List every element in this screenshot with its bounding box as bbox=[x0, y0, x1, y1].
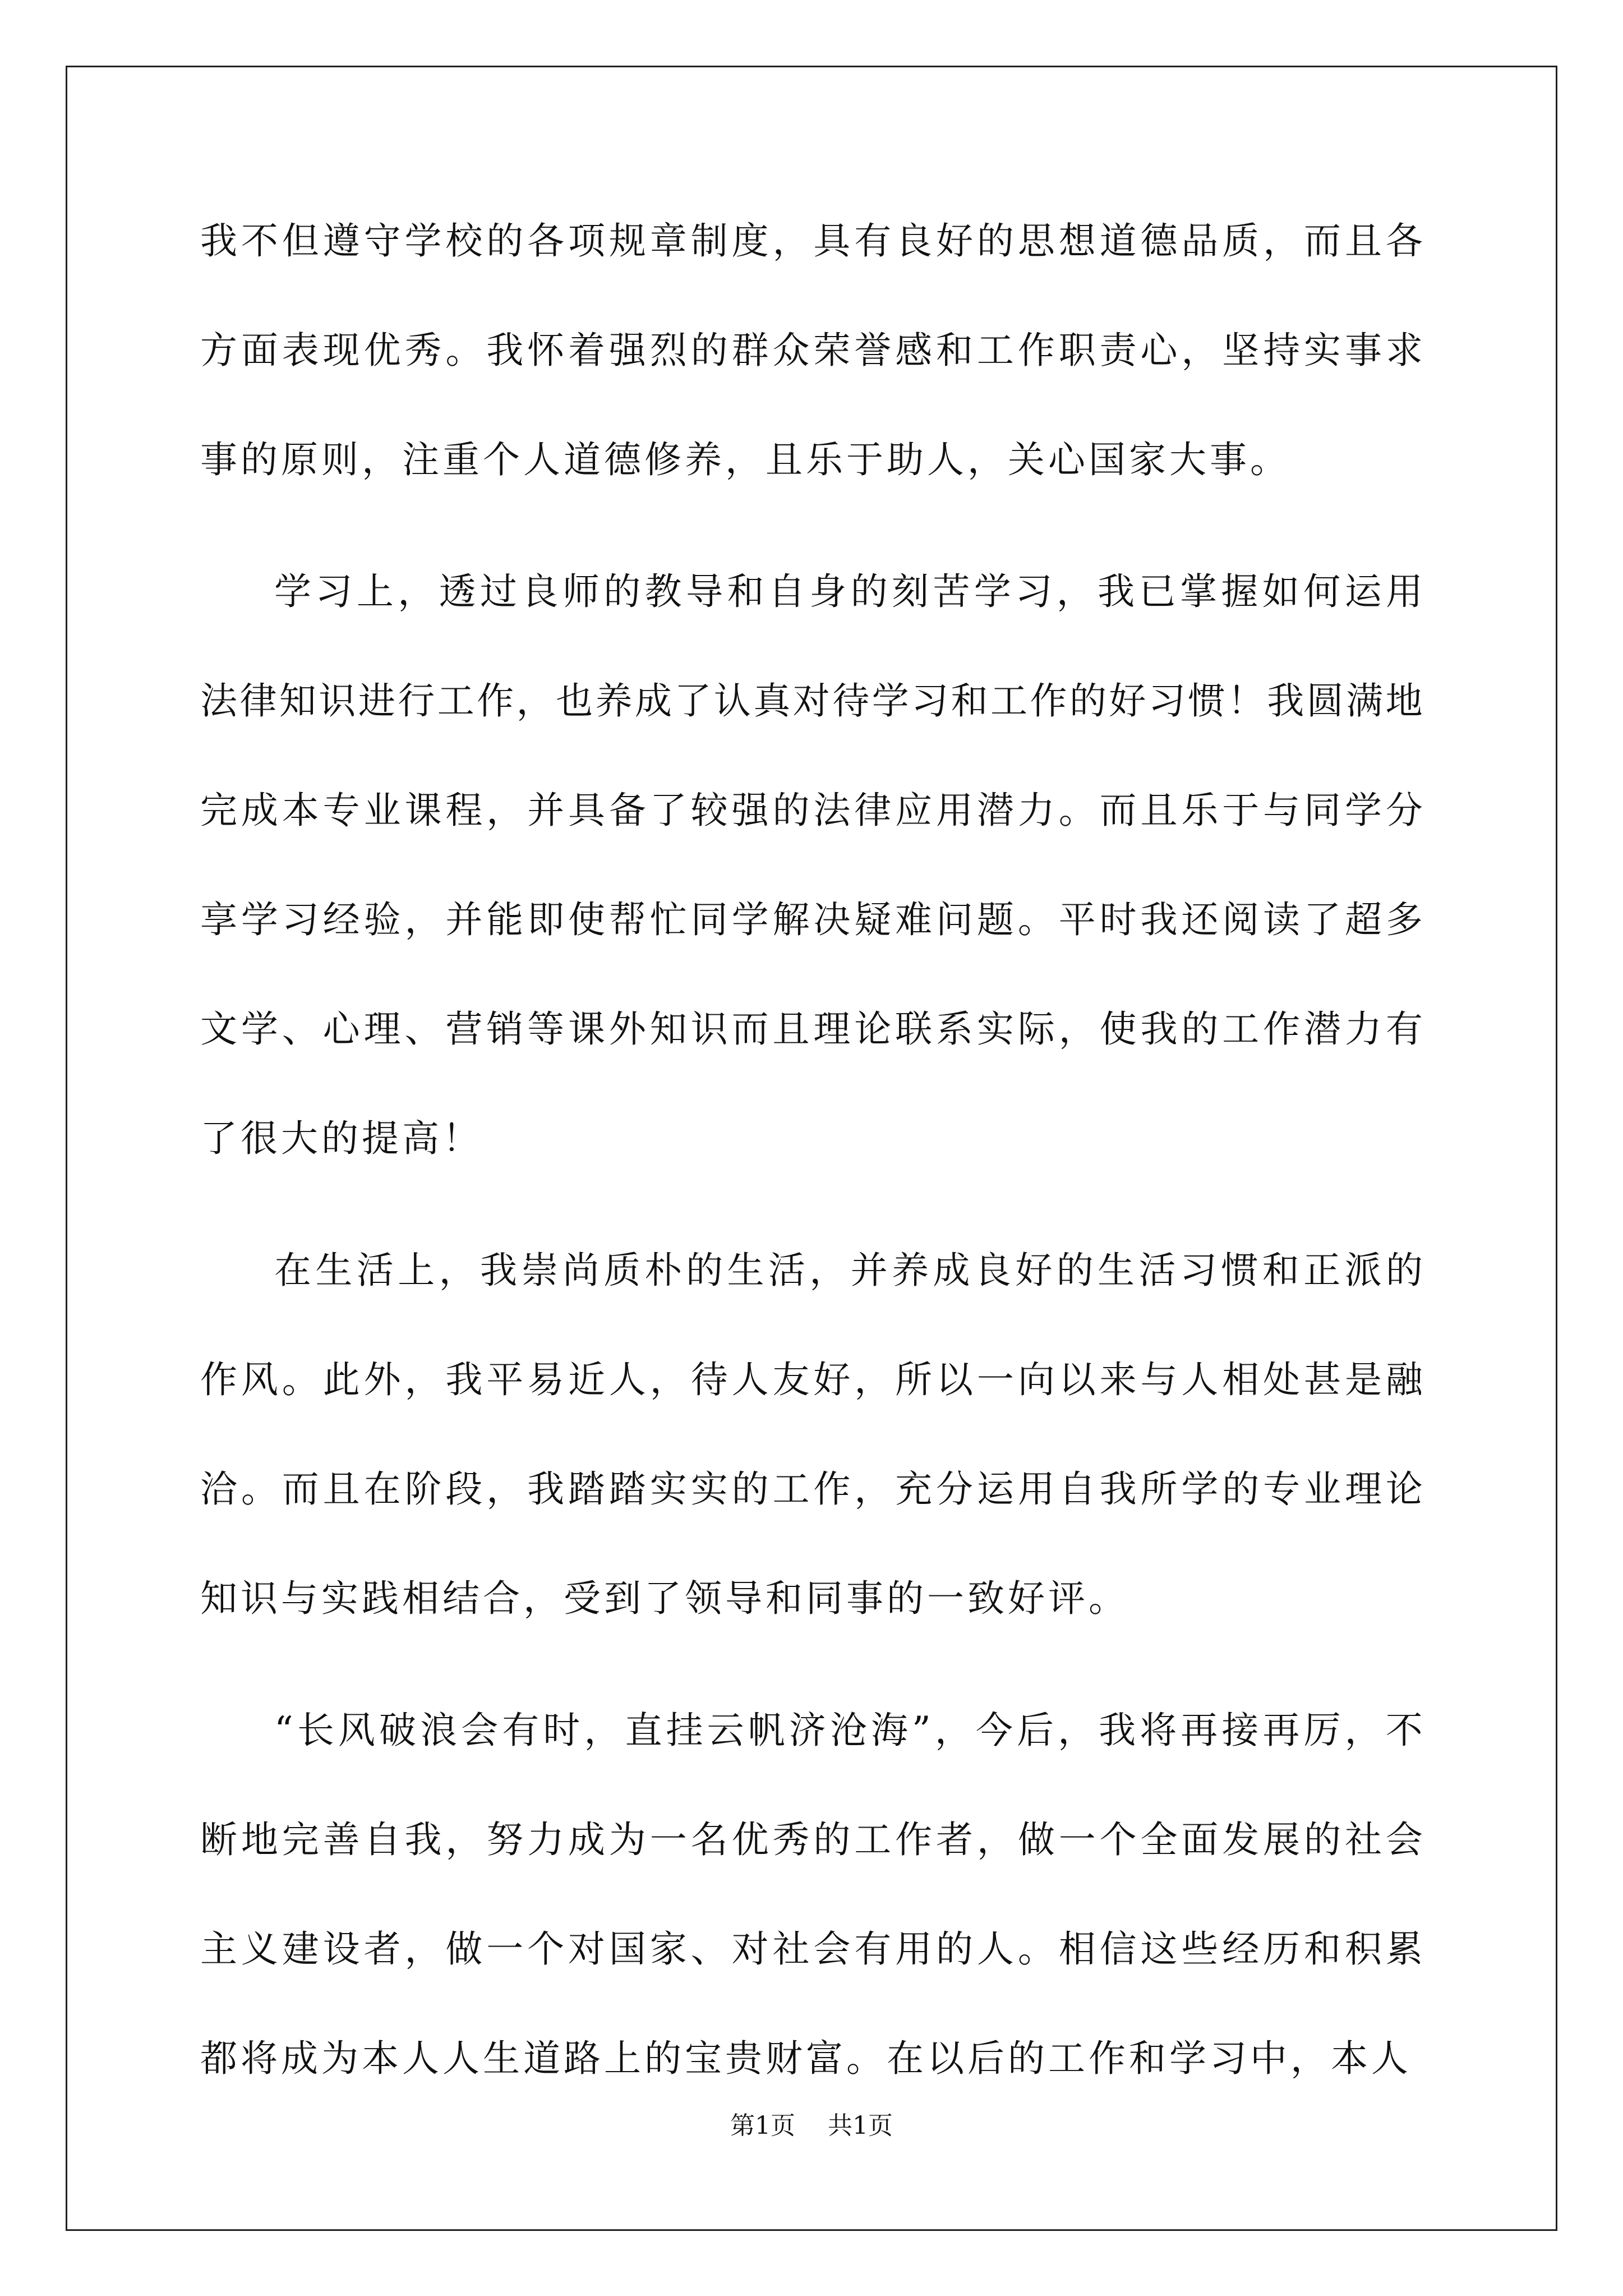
page-number-total: 共1页 bbox=[828, 2111, 893, 2140]
text-line: 法 律 知 识 进 行 工 作 ， 也 养 成 了 认 真 对 待 学 习 和 工 作 的 好 习 惯 ！ 我 圆 满 地 bbox=[200, 679, 1423, 723]
text-line: 在 生 活 上 ， 我 崇 尚 质 朴 的 生 活 ， 并 养 成 良 好 的 生 活 习 惯 和 正 派 的 bbox=[274, 1249, 1423, 1292]
text-line: 学 习 上 ， 透 过 良 师 的 教 导 和 自 身 的 刻 苦 学 习 ， 我 已 掌 握 如 何 运 用 bbox=[274, 570, 1423, 613]
page-footer bbox=[0, 2109, 1623, 2143]
text-line: 事的原则，注重个人道德修养，且乐于助人，关心国家大事。 bbox=[200, 438, 1290, 481]
text-line: 知识与实践相结合，受到了领导和同事的一致好评。 bbox=[200, 1577, 1129, 1620]
page-number-current: 第1页 bbox=[730, 2111, 795, 2140]
text-line: 方 面 表 现 优 秀 。 我 怀 着 强 烈 的 群 众 荣 誉 感 和 工 作 职 责 心 ， 坚 持 实 事 求 bbox=[200, 329, 1423, 372]
text-line: 主 义 建 设 者 ， 做 一 个 对 国 家 、 对 社 会 有 用 的 人 。 相 信 这 些 经 历 和 积 累 bbox=[200, 1927, 1423, 1971]
text-line: 文 学 、 心 理 、 营 销 等 课 外 知 识 而 且 理 论 联 系 实 际 ， 使 我 的 工 作 潜 力 有 bbox=[200, 1007, 1423, 1051]
text-line: 享 学 习 经 验 ， 并 能 即 使 帮 忙 同 学 解 决 疑 难 问 题 。 平 时 我 还 阅 读 了 超 多 bbox=[200, 898, 1423, 941]
text-line: 洽 。 而 且 在 阶 段 ， 我 踏 踏 实 实 的 工 作 ， 充 分 运 用 自 我 所 学 的 专 业 理 论 bbox=[200, 1467, 1423, 1511]
text-line: “ 长 风 破 浪 会 有 时 ， 直 挂 云 帆 济 沧 海 ” ， 今 后 ， 我 将 再 接 再 厉 ， 不 bbox=[274, 1709, 1423, 1752]
text-line: 我 不 但 遵 守 学 校 的 各 项 规 章 制 度 ， 具 有 良 好 的 思 想 道 德 品 质 ， 而 且 各 bbox=[200, 219, 1423, 263]
text-line: 了很大的提高！ bbox=[200, 1117, 483, 1160]
text-line: 完 成 本 专 业 课 程 ， 并 具 备 了 较 强 的 法 律 应 用 潜 力 。 而 且 乐 于 与 同 学 分 bbox=[200, 789, 1423, 832]
text-line: 都将成为本人人生道路上的宝贵财富。在以后的工作和学习中，本人 bbox=[200, 2037, 1412, 2080]
text-line: 作 风 。 此 外 ， 我 平 易 近 人 ， 待 人 友 好 ， 所 以 一 向 以 来 与 人 相 处 甚 是 融 bbox=[200, 1358, 1423, 1401]
text-line: 断 地 完 善 自 我 ， 努 力 成 为 一 名 优 秀 的 工 作 者 ， 做 一 个 全 面 发 展 的 社 会 bbox=[200, 1818, 1423, 1861]
